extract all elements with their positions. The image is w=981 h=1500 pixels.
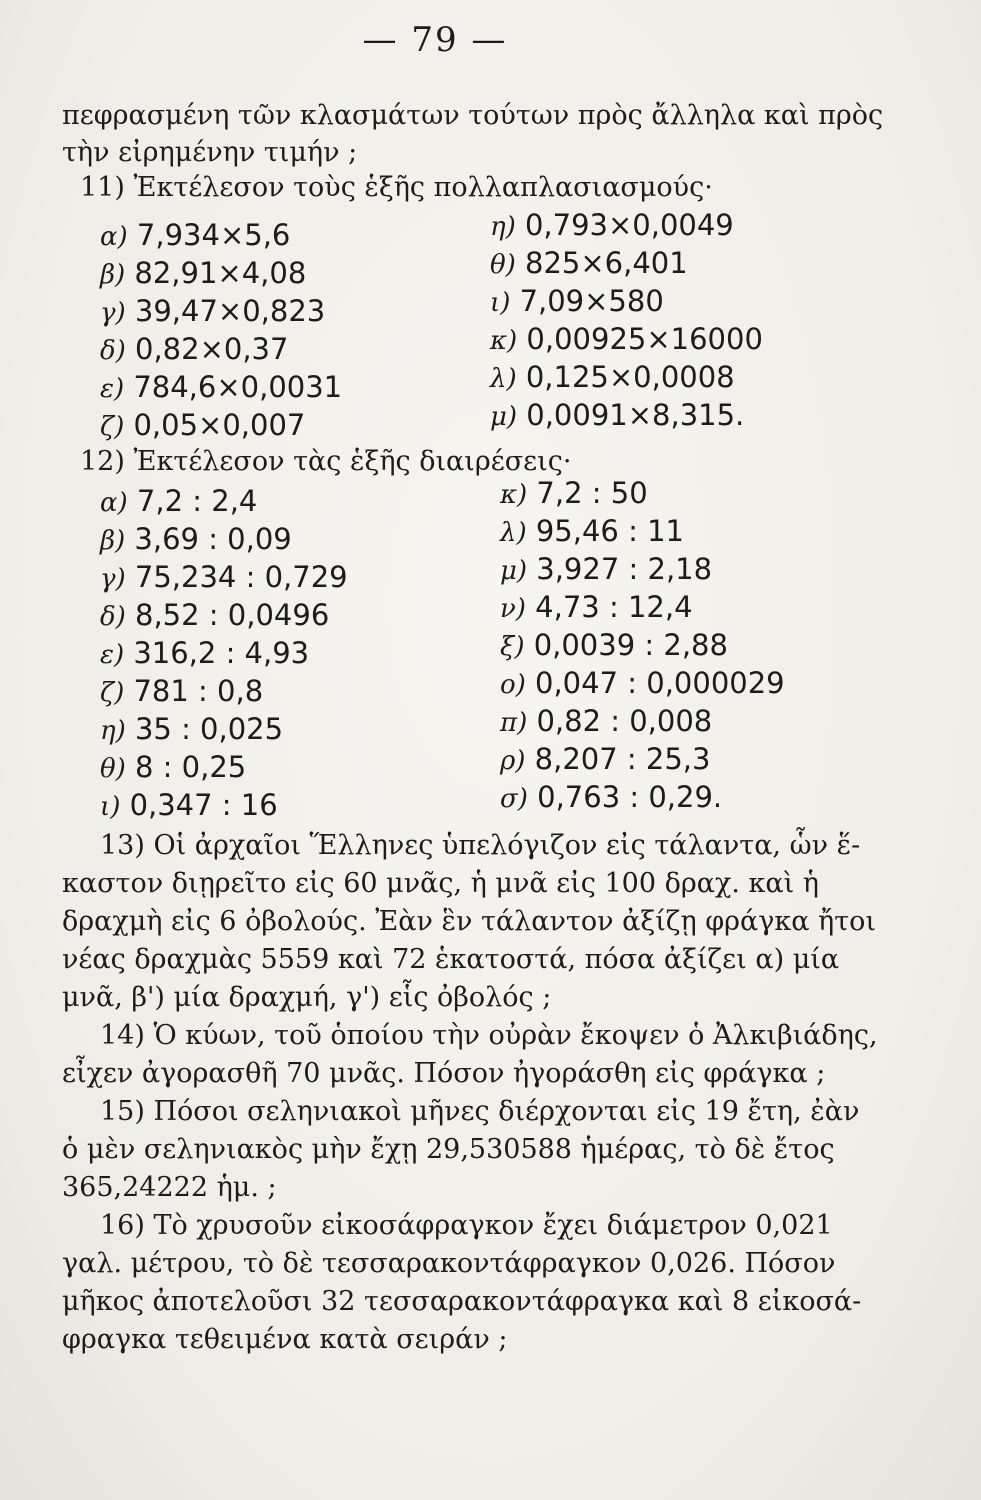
ex12-item: π) 0,82 : 0,008	[500, 704, 713, 738]
problem-line: καστον διῃρεῖτο εἰς 60 μνᾶς, ἡ μνᾶ εἰς 100 δραχ. καὶ ἡ	[62, 868, 819, 899]
ex11-item: η) 0,793×0,0049	[490, 208, 734, 242]
intro-line-1: πεφρασμένη τῶν κλασμάτων τούτων πρὸς ἄλληλα καὶ πρὸς	[62, 100, 884, 131]
ex11-item: δ) 0,82×0,37	[100, 332, 289, 366]
ex11-item: μ) 0,0091×8,315.	[490, 398, 745, 432]
ex12-item: κ) 7,2 : 50	[500, 476, 648, 510]
ex12-item: λ) 95,46 : 11	[500, 514, 684, 548]
problem-line: εἶχεν ἀγορασθῆ 70 μνᾶς. Πόσον ἠγοράσθη εἰς φράγκα ;	[62, 1058, 826, 1089]
ex12-item: ε) 316,2 : 4,93	[100, 636, 310, 670]
ex12-item: ζ) 781 : 0,8	[100, 674, 264, 708]
ex11-heading: 11) Ἐκτέλεσον τοὺς ἑξῆς πολλαπλασιασμούς·	[80, 172, 713, 203]
ex11-item: γ) 39,47×0,823	[100, 294, 326, 328]
ex11-item: ε) 784,6×0,0031	[100, 370, 343, 404]
ex12-item: γ) 75,234 : 0,729	[100, 560, 348, 594]
problem-line: γαλ. μέτρου, τὸ δὲ τεσσαρακοντάφραγκον 0,026. Πόσον	[62, 1248, 836, 1279]
ex12-item: ο) 0,047 : 0,000029	[500, 666, 785, 700]
ex11-item: ι) 7,09×580	[490, 284, 664, 318]
ex11-item: λ) 0,125×0,0008	[490, 360, 735, 394]
ex11-item: θ) 825×6,401	[490, 246, 688, 280]
ex11-item: α) 7,934×5,6	[100, 218, 291, 252]
problem-line: ὁ μὲν σεληνιακὸς μὴν ἔχῃ 29,530588 ἡμέρας, τὸ δὲ ἔτος	[62, 1134, 835, 1165]
ex12-heading: 12) Ἐκτέλεσον τὰς ἑξῆς διαιρέσεις·	[80, 446, 572, 477]
ex12-item: μ) 3,927 : 2,18	[500, 552, 713, 586]
ex12-item: α) 7,2 : 2,4	[100, 484, 258, 518]
ex12-item: θ) 8 : 0,25	[100, 750, 247, 784]
ex12-item: ν) 4,73 : 12,4	[500, 590, 693, 624]
ex11-item: κ) 0,00925×16000	[490, 322, 763, 356]
problem-line: μνᾶ, β') μία δραχμή, γ') εἷς ὀβολός ;	[62, 982, 552, 1013]
problem-line: νέας δραχμὰς 5559 καὶ 72 ἑκατοστά, πόσα ἀξίζει α) μία	[62, 944, 840, 975]
problem-line: δραχμὴ εἰς 6 ὀβολούς. Ἐὰν ἓν τάλαντον ἀξίζῃ φράγκα ἤτοι	[62, 906, 876, 937]
problem-line: φραγκα τεθειμένα κατὰ σειράν ;	[62, 1324, 508, 1355]
ex11-item: ζ) 0,05×0,007	[100, 408, 306, 442]
ex12-item: β) 3,69 : 0,09	[100, 522, 292, 556]
intro-line-2: τὴν εἰρημένην τιμήν ;	[62, 137, 358, 168]
problem-line: 365,24222 ἡμ. ;	[62, 1172, 277, 1203]
problem-line: 13) Οἱ ἀρχαῖοι Ἕλληνες ὑπελόγιζον εἰς τάλαντα, ὧν ἕ-	[100, 830, 861, 861]
problem-line: μῆκος ἀποτελοῦσι 32 τεσσαρακοντάφραγκα καὶ 8 εἰκοσά-	[62, 1286, 862, 1317]
problem-line: 14) Ὁ κύων, τοῦ ὁποίου τὴν οὐρὰν ἔκοψεν ὁ Ἀλκιβιάδης,	[100, 1020, 878, 1051]
ex12-item: ι) 0,347 : 16	[100, 788, 278, 822]
ex11-item: β) 82,91×4,08	[100, 256, 307, 290]
problem-line: 15) Πόσοι σεληνιακοὶ μῆνες διέρχονται εἰς 19 ἔτη, ἐὰν	[100, 1096, 860, 1127]
problem-line: 16) Τὸ χρυσοῦν εἰκοσάφραγκον ἔχει διάμετρον 0,021	[100, 1210, 833, 1241]
ex12-item: σ) 0,763 : 0,29.	[500, 780, 723, 814]
ex12-item: ρ) 8,207 : 25,3	[500, 742, 711, 776]
ex12-item: δ) 8,52 : 0,0496	[100, 598, 330, 632]
page-number: — 79 —	[362, 20, 508, 60]
ex12-item: ξ) 0,0039 : 2,88	[500, 628, 728, 662]
ex12-item: η) 35 : 0,025	[100, 712, 284, 746]
